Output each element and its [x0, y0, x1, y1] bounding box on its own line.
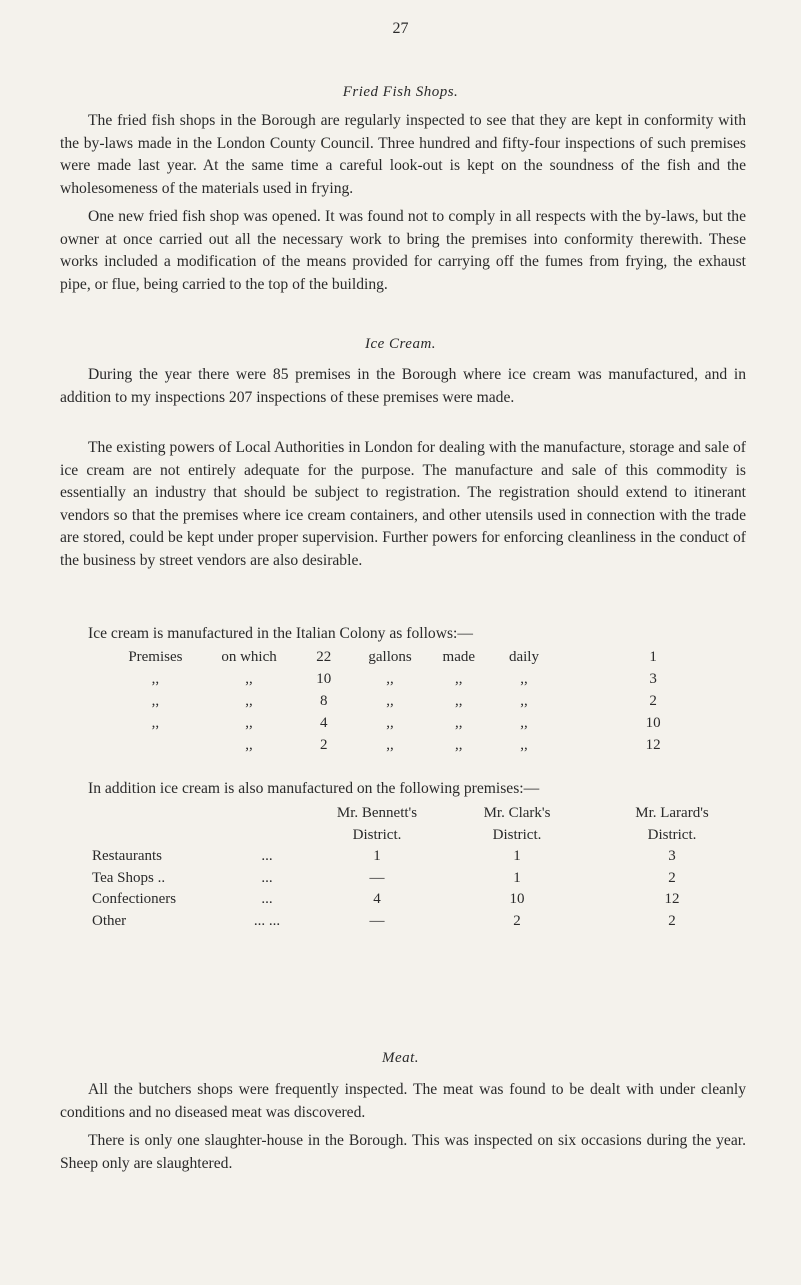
- gallons-cell: ,,: [386, 670, 394, 687]
- district-subheader: District.: [352, 826, 402, 843]
- bennett-value: 4: [373, 891, 381, 908]
- clark-value: 1: [513, 848, 521, 865]
- daily-cell: ,,: [520, 736, 528, 753]
- on-which-cell: on which: [221, 648, 277, 665]
- row-label: Confectioners: [92, 891, 177, 908]
- made-cell: ,,: [455, 714, 463, 731]
- clark-value: 10: [509, 891, 525, 908]
- gallons-value-cell: 2: [319, 736, 328, 753]
- daily-cell: ,,: [520, 692, 528, 709]
- table-row: [108, 690, 748, 712]
- meat-heading: Meat.: [381, 1050, 420, 1066]
- district-subheader: District.: [647, 826, 697, 843]
- premises-cell: ,,: [151, 670, 160, 687]
- meat-paragraph-2: There is only one slaughter-house in the Borough. This was inspected on six occasions during the year. Sheep only are slaughtered.: [60, 1132, 746, 1172]
- gallons-value-cell: 22: [316, 648, 332, 665]
- made-cell: made: [442, 648, 476, 665]
- district-header-row-2: [92, 825, 752, 847]
- larard-value: 2: [668, 869, 676, 886]
- other-premises-intro: In addition ice cream is also manufactured on the following premises:—: [88, 780, 540, 797]
- row-label: Other: [92, 912, 127, 929]
- district-header: Mr. Larard's: [635, 805, 709, 822]
- row-label: Tea Shops ..: [92, 869, 166, 886]
- fried-fish-paragraph-1: The fried fish shops in the Borough are regularly inspected to see that they are kept in conformity with the by-laws made in the London County Council. Three hundred and fifty-four inspections of such premises were made last year. At the same time a careful look-out is kept on the soundness of the fish and the wholesomeness of the materials used in frying.: [60, 112, 746, 197]
- row-label: Restaurants: [92, 848, 162, 865]
- italian-colony-table: [108, 646, 748, 756]
- page-number: 27: [392, 20, 409, 37]
- fried-fish-paragraph-2: One new fried fish shop was opened. It was found not to comply in all respects with the by-laws, but the owner at once carried out all the necessary work to bring the premises into conformity therewith. These works included a modification of the means provided for carrying off the fumes from frying, the exhaust pipe, or flue, being carried to the top of the building.: [60, 208, 746, 293]
- premises-cell: Premises: [128, 648, 183, 665]
- on-which-cell: ,,: [245, 736, 253, 753]
- clark-value: 1: [513, 869, 521, 886]
- table-row: [92, 889, 752, 911]
- premises-count-cell: 12: [645, 736, 661, 753]
- made-cell: ,,: [455, 736, 463, 753]
- gallons-value-cell: 4: [319, 714, 328, 731]
- larard-value: 3: [668, 848, 676, 865]
- leader-dots: ... ...: [253, 912, 281, 929]
- fried-fish-heading: Fried Fish Shops.: [342, 84, 459, 100]
- district-header: Mr. Clark's: [483, 805, 551, 822]
- on-which-cell: ,,: [245, 692, 253, 709]
- made-cell: ,,: [455, 670, 463, 687]
- premises-cell: ,,: [151, 714, 160, 731]
- table-row: [92, 846, 752, 868]
- bennett-value: 1: [373, 848, 381, 865]
- table-row: [92, 911, 752, 933]
- premises-count-cell: 1: [649, 648, 657, 665]
- gallons-cell: gallons: [368, 648, 412, 665]
- premises-cell: [108, 734, 203, 756]
- made-cell: ,,: [455, 692, 463, 709]
- meat-paragraph-1: All the butchers shops were frequently inspected. The meat was found to be dealt with under cleanly conditions and no diseased meat was discovered.: [60, 1081, 746, 1121]
- ice-cream-paragraph-1: During the year there were 85 premises in the Borough where ice cream was manufactured, and in addition to my inspections 207 inspections of these premises were made.: [60, 366, 746, 406]
- table-row: [108, 712, 748, 734]
- bennett-value: —: [369, 912, 385, 929]
- italian-colony-intro: Ice cream is manufactured in the Italian Colony as follows:—: [88, 625, 473, 642]
- daily-cell: daily: [508, 648, 539, 665]
- table-row: [108, 734, 748, 756]
- daily-cell: ,,: [520, 670, 528, 687]
- district-header: Mr. Bennett's: [336, 805, 418, 822]
- daily-cell: ,,: [520, 714, 528, 731]
- leader-dots: ...: [261, 848, 273, 865]
- gallons-cell: ,,: [386, 692, 394, 709]
- on-which-cell: ,,: [245, 714, 253, 731]
- on-which-cell: ,,: [245, 670, 253, 687]
- premises-cell: ,,: [151, 692, 160, 709]
- gallons-cell: ,,: [386, 736, 394, 753]
- district-header-row-1: [92, 803, 752, 825]
- larard-value: 2: [668, 912, 676, 929]
- district-subheader: District.: [492, 826, 542, 843]
- table-row: [108, 668, 748, 690]
- gallons-value-cell: 8: [319, 692, 328, 709]
- table-row: [92, 868, 752, 890]
- gallons-value-cell: 10: [316, 670, 332, 687]
- ice-cream-paragraph-2: The existing powers of Local Authorities in London for dealing with the manufacture, storage and sale of ice cream are not entirely adequate for the purpose. The manufacture and sale of this commodity is essentially an industry that should be subject to registration. The registration should extend to itinerant vendors so that the premises where ice cream containers, and other utensils used in connection with the trade are stored, could be kept under proper supervision. Further powers for enforcing cleanliness in the conduct of the business by street vendors are also desirable.: [60, 439, 746, 569]
- bennett-value: —: [369, 869, 385, 886]
- premises-count-cell: 3: [649, 670, 657, 687]
- district-table: [92, 803, 752, 932]
- table-row: [108, 646, 748, 668]
- clark-value: 2: [513, 912, 521, 929]
- gallons-cell: ,,: [386, 714, 394, 731]
- leader-dots: ...: [261, 891, 273, 908]
- ice-cream-heading: Ice Cream.: [364, 336, 437, 352]
- premises-count-cell: 2: [649, 692, 657, 709]
- premises-count-cell: 10: [645, 714, 661, 731]
- larard-value: 12: [664, 891, 680, 908]
- leader-dots: ...: [261, 869, 273, 886]
